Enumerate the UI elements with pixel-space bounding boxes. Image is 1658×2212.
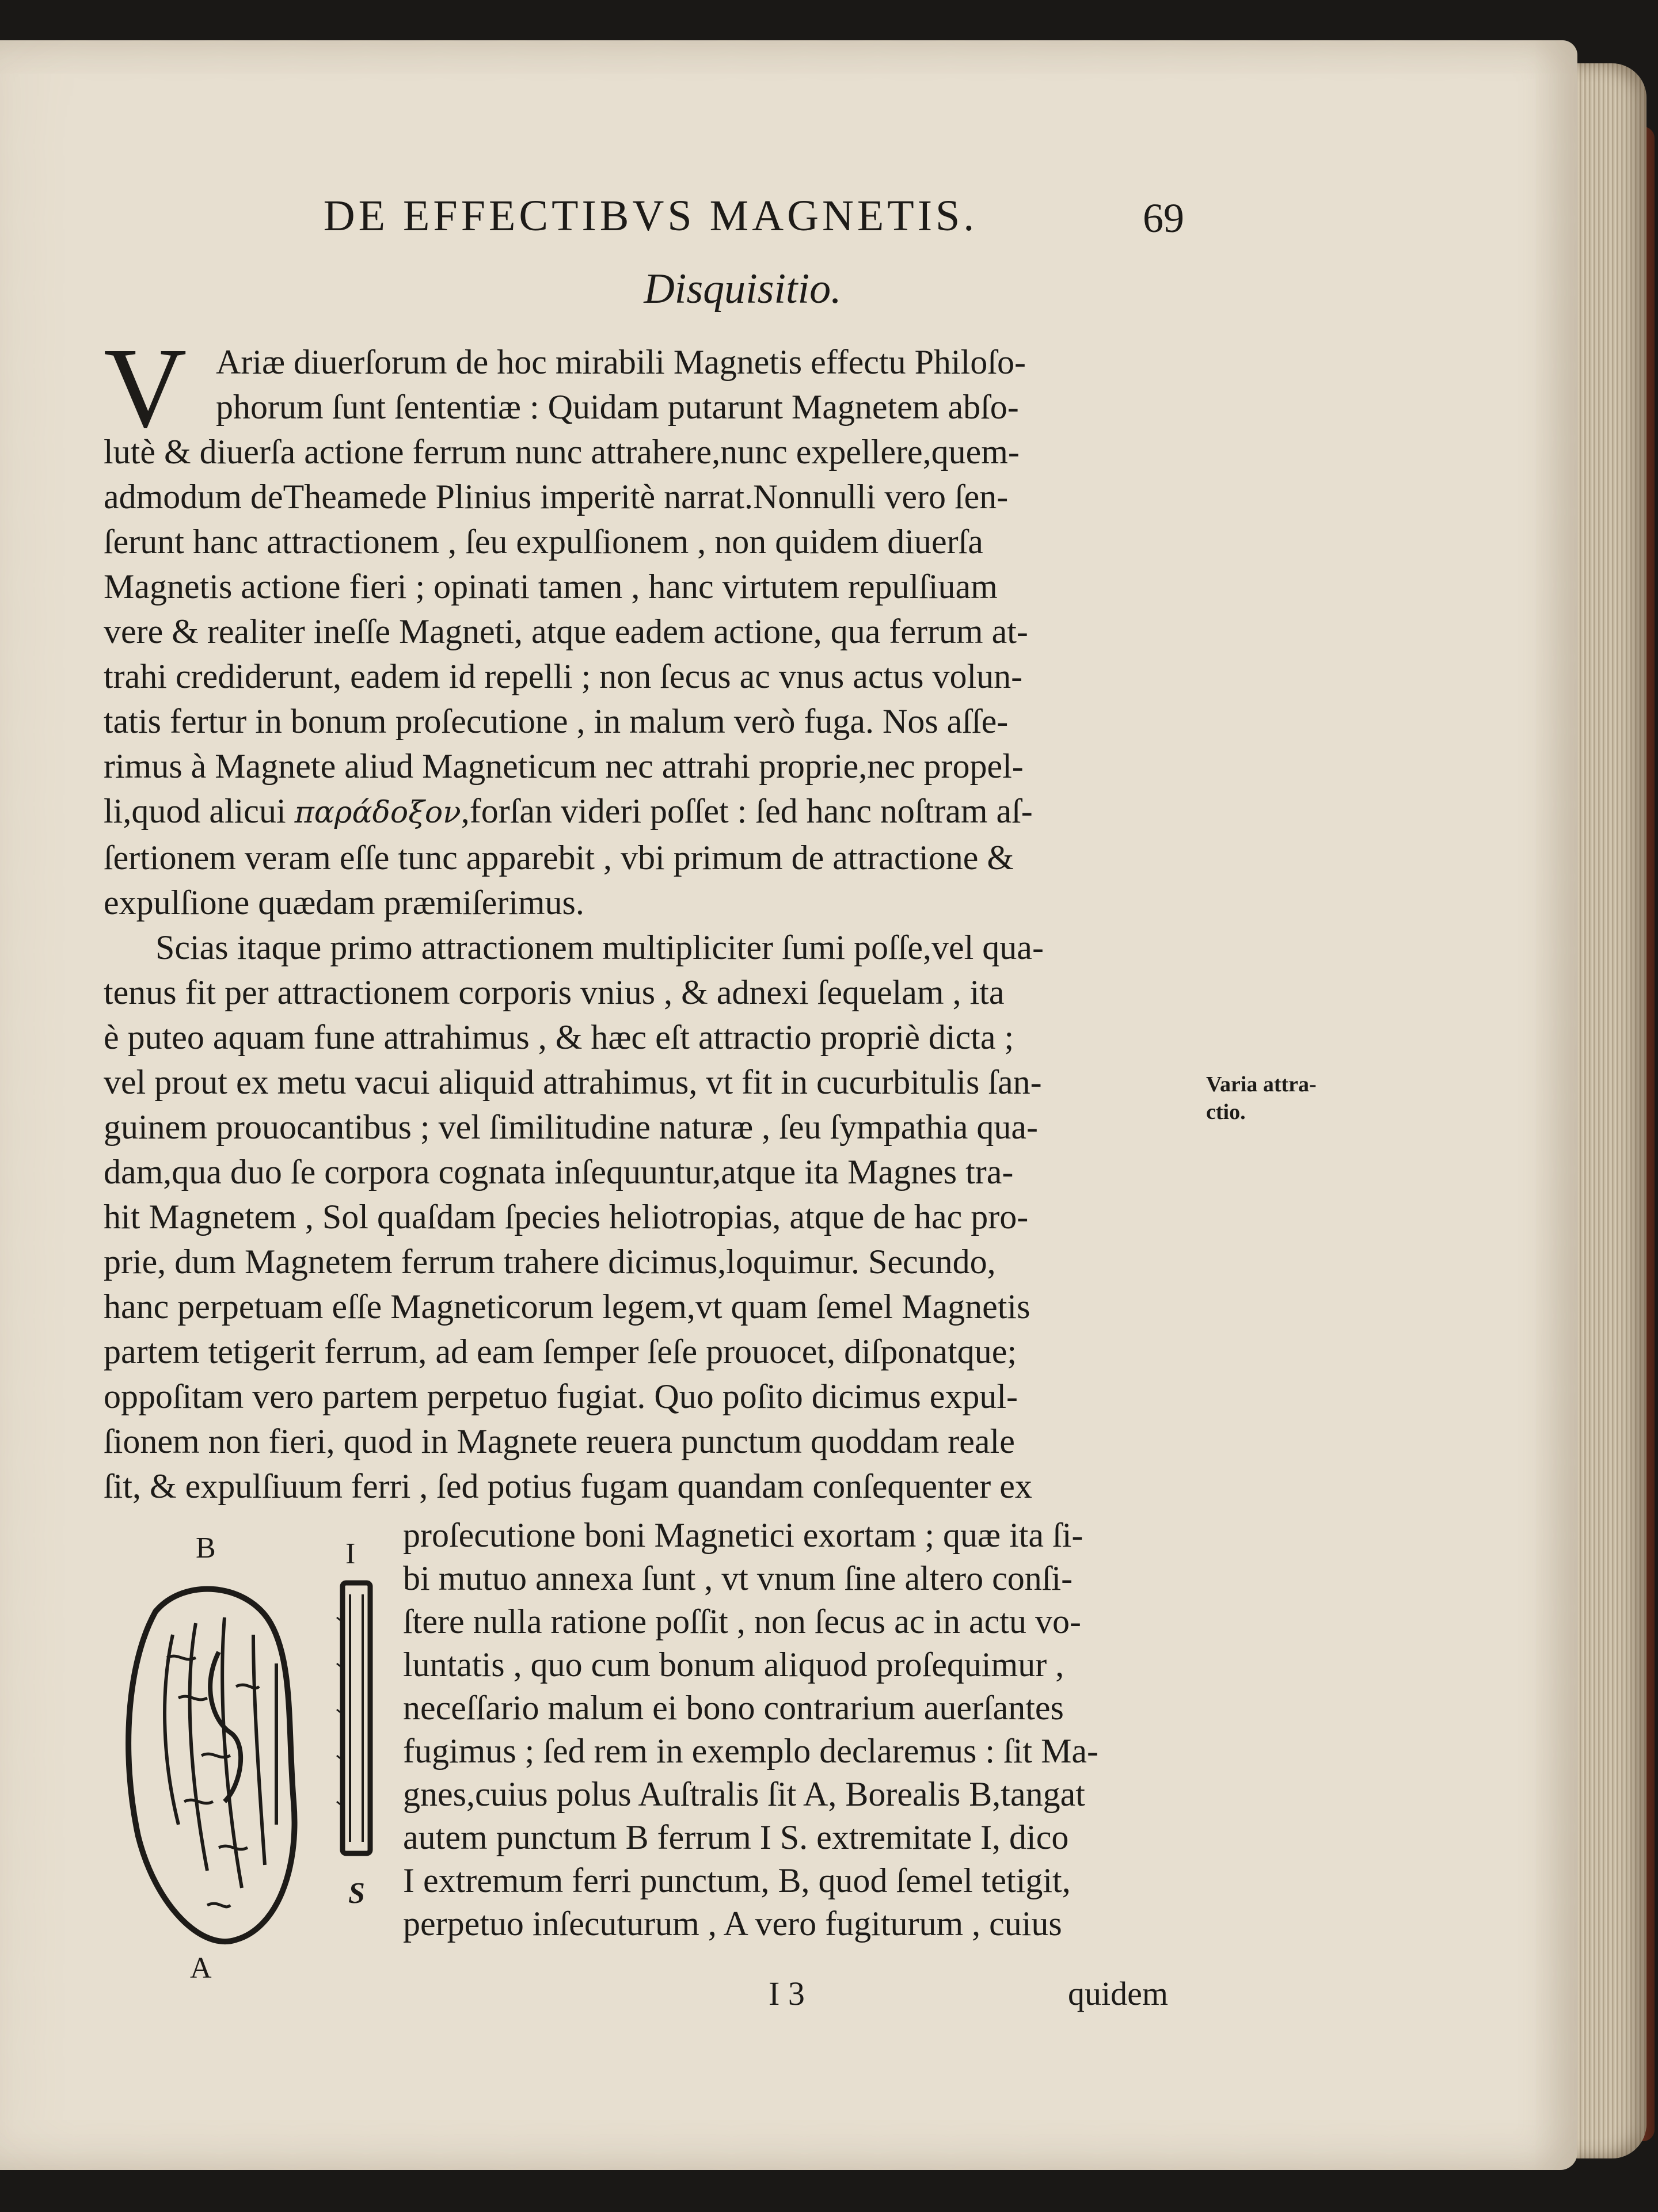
text-line: ſionem non fieri, quod in Magnete reuera punctum quoddam reale [104,1422,1015,1460]
text-line: partem tetigerit ferrum, ad eam ſemper ſeſe prouocet, diſponatque; [104,1332,1017,1370]
text-line: I extremum ferri punctum, B, quod ſemel tetigit, [403,1861,1071,1899]
text-line: ſertionem veram eſſe tunc apparebit , vbi primum de attractione & [104,839,1014,877]
figure-label-s: S [348,1877,365,1910]
page-number: 69 [1143,195,1184,241]
text-line: lutè & diuerſa actione ferrum nunc attrahere,nunc expellere,quem- [104,433,1020,471]
text-line: Ariæ diuerſorum de hoc mirabili Magnetis effectu Philoſo- [216,343,1026,381]
text-line: fugimus ; ſed rem in exemplo declaremus : ſit Ma- [403,1732,1099,1770]
iron-bar [337,1583,370,1853]
section-subtitle: Disquisitio. [644,265,842,313]
text-line: ſerunt hanc attractionem , ſeu expulſionem , non quidem diuerſa [104,523,983,561]
text-line: guinem prouocantibus ; vel ſimilitudine naturæ , ſeu ſympathia qua- [104,1108,1039,1146]
text-line: phorum ſunt ſententiæ : Quidam putarunt Magnetem abſo- [216,388,1019,426]
drop-cap: V [104,325,187,452]
magnet-illustration [104,1514,391,1986]
side-column-text [403,1514,1197,1946]
text-line: tatis fertur in bonum proſecutione , in malum verò fuga. Nos aſſe- [104,702,1009,740]
opening-lines [216,340,1197,429]
text-line: è puteo aquam fune attrahimus , & hæc eſt attractio propriè dicta ; [104,1018,1014,1056]
figure-label-b: B [196,1532,216,1564]
figure-label-i: I [345,1537,356,1570]
text-line: vere & realiter ineſſe Magneti, atque eadem actione, qua ferrum at- [104,612,1028,650]
text-line: expulſione quædam præmiſerimus. [104,884,584,922]
text-line: perpetuo inſecuturum , A vero fugiturum , cuius [403,1905,1062,1943]
catchword: quidem [1068,1975,1168,2012]
text-line: bi mutuo annexa ſunt , vt vnum ſine altero conſi- [403,1559,1073,1597]
paragraph-1 [104,429,1197,925]
text-line: dam,qua duo ſe corpora cognata inſequuntur,atque ita Magnes tra- [104,1153,1014,1191]
greek-word: παράδοξον [294,795,461,830]
text-line: gnes,cuius polus Auſtralis ſit A, Borealis B,tangat [403,1775,1085,1813]
text-line: oppoſitam vero partem perpetuo fugiat. Quo poſito dicimus expul- [104,1377,1018,1415]
text-line: neceſſario malum ei bono contrarium auerſantes [403,1689,1064,1727]
magnet-figure [104,1514,391,1986]
text-line: vel prout ex metu vacui aliquid attrahimus, vt fit in cucurbitulis ſan- [104,1063,1042,1101]
text-line: proſecutione boni Magnetici exortam ; quæ ita ſi- [403,1516,1083,1554]
text-line: ſit, & expulſiuum ferri , ſed potius fugam quandam conſequenter ex [104,1467,1032,1505]
text-line: ſtere nulla ratione poſſit , non ſecus ac in actu vo- [403,1602,1081,1640]
text-line: hit Magnetem , Sol quaſdam ſpecies heliotropias, atque de hac pro- [104,1198,1029,1236]
text-line: prie, dum Magnetem ferrum trahere dicimus,loquimur. Secundo, [104,1243,996,1281]
book-page [0,40,1577,2170]
main-text [104,325,1197,1509]
figure-label-a: A [190,1952,212,1985]
text-line: luntatis , quo cum bonum aliquod proſequimur , [403,1646,1064,1684]
lodestone-woodcut [128,1589,294,1941]
greek-after: ,forſan videri poſſet : ſed hanc noſtram aſ- [461,792,1033,830]
text-line: Magnetis actione fieri ; opinati tamen , hanc virtutem repulſiuam [104,568,998,606]
text-line: trahi crediderunt, eadem id repelli ; non ſecus ac vnus actus volun- [104,657,1023,695]
text-line: autem punctum B ferrum I S. extremitate I, dico [403,1818,1069,1856]
marginal-note: Varia attra- ctio. [1206,1072,1317,1124]
text-line: rimus à Magnete aliud Magneticum nec attrahi proprie,nec propel- [104,747,1024,785]
text-line: hanc perpetuam eſſe Magneticorum legem,vt quam ſemel Magnetis [104,1288,1030,1326]
running-title: DE EFFECTIBVS MAGNETIS. [323,192,978,240]
greek-before: li,quod alicui [104,792,295,830]
text-line: admodum deTheamede Plinius imperitè narrat.Nonnulli vero ſen- [104,478,1009,516]
text-line: Scias itaque primo attractionem multipliciter ſumi poſſe,vel qua- [155,928,1044,966]
text-line-greek [104,789,1197,835]
paragraph-2 [104,925,1197,1509]
signature-mark: I 3 [769,1975,805,2012]
text-line: tenus fit per attractionem corporis vnius , & adnexi ſequelam , ita [104,973,1005,1011]
